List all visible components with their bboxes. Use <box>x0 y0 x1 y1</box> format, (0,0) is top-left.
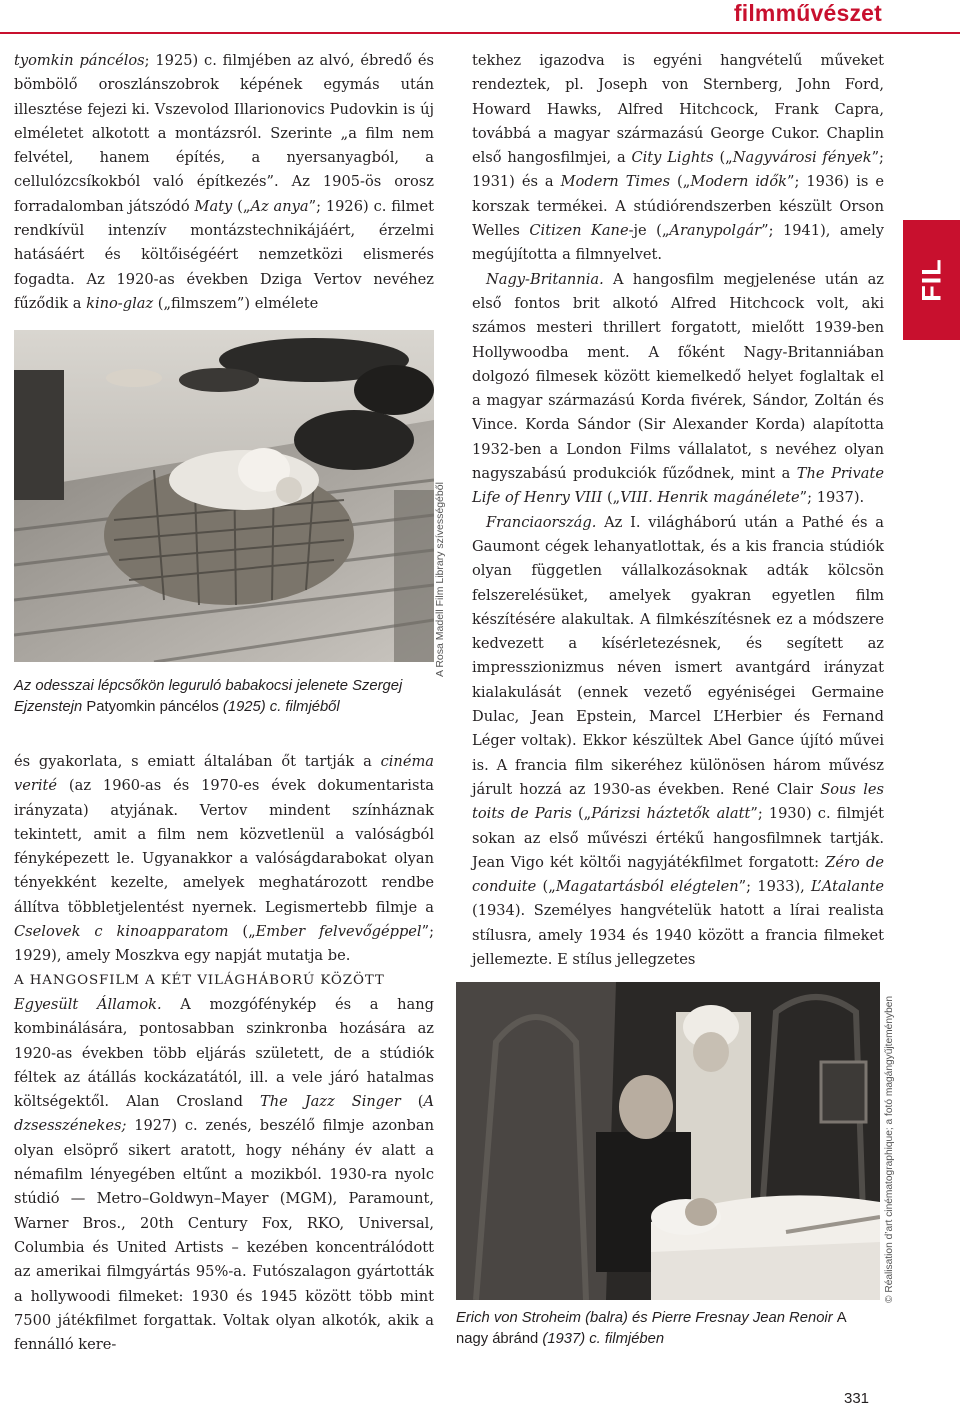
italic-run: Modern Times <box>560 173 671 191</box>
text-run: tekhez igazodva is egyéni hangvételű műveket rendeztek, pl. Joseph von Sternberg, John Ford, Howard Hawks, Alfred Hitchcock, Frank Capra, továbbá a magyar származású George Cukor. Chaplin első hangosfilmjei, a <box>472 52 884 167</box>
italic-run: Ember felvevőgéppel <box>255 923 422 941</box>
text-run: A nagy ábránd <box>456 1310 846 1347</box>
caption-odessa-text <box>14 676 434 718</box>
italic-run: A dzsesszénekes; <box>14 1093 434 1135</box>
side-tab-label: FIL <box>916 258 946 302</box>
italic-run: The Private Life of Henry VIII <box>472 465 884 507</box>
paragraph-uk <box>472 268 884 511</box>
paragraph-vertov <box>14 750 434 969</box>
text-run: ”; 1941), amely megújította a filmnyelvet. <box>472 222 884 264</box>
text-run: Patyomkin páncélos <box>86 699 219 715</box>
text-run: A hangosfilm megjelenése után az első fontos brit alkotó Alfred Hitchcock volt, aki számos mesteri thrillert forgatott, mielőtt 1939-ben Hollywoodba ment. A főként Nagy-Britanniában dolgozó filmesek között kiemelkedő helyet foglaltak el a magyar származású Korda fivérek, Sándor, Zoltán és Vince. Korda Sándor (Sir Alexander Korda) alapította 1932-ben a London Films vállalatot, s nevéhez olyan nagyszabású produkciók fűződnek, mint a <box>472 270 884 483</box>
italic-run: VIII. Henrik magánélete <box>620 489 800 507</box>
section-title: filmművészet <box>733 0 882 26</box>
italic-run: kino-glaz <box>86 294 154 312</box>
text-run: ”; 1930) c. filmjét sokan az első művészi értékű hangosfilmnek tartják. Jean Vigo két költői nagyjátékfilmet forgatott: <box>472 805 884 871</box>
italic-run: (1937) c. filmjében <box>538 1331 665 1347</box>
text-run: ”; 1926) c. filmet rendkívül intenzív montázstechnikájáért, érzelmi hatásáért és költőiségéért nemzetközi elismerés fogadta. Az 1920-as években Dziga Vertov nevéhez fűződik a <box>14 197 434 312</box>
text-run: (az 1960-as és 1970-es évek dokumentarista irányzata) atyjának. Vertov mindent színháznak tekintett, amit a film nem közvetlenül a valóságból fényképezett le. Ugyanakkor a valóságdarabokat olyan tényekként kezelte, amelyek meghatározott rendbe állítva többletjelentést nyernek. Legismertebb filmje a <box>14 777 434 916</box>
text-run: („filmszem”) elmélete <box>153 294 319 312</box>
caption-grande-illusion-text <box>456 1308 880 1350</box>
text-run: ; 1925) c. filmjében az alvó, ébredő és bömbölő oroszlánszobrok képének egymás után illesztése fejezi ki. Vszevolod Illarionovics Pudovkin is új elméletet alkotott a montázsról. Szerinte „a film nem felvétel, hanem építés, a nyersanyagból, a cellulózcsíkokból való építkezés”. Az 1905-ös orosz forradalomban játszódó <box>14 52 434 215</box>
italic-run: Sous les toits de Paris <box>472 780 884 823</box>
italic-run: cinéma verité <box>14 753 434 795</box>
italic-run: Magatartásból elégtelen <box>555 878 739 896</box>
italic-run: Az odesszai lépcsőkön leguruló babakocsi jelenete Szergej Ejzenstejn <box>14 678 403 715</box>
paragraph-us-end <box>472 49 884 268</box>
text-run: ”; 1931) és a <box>472 149 884 191</box>
italic-run: Nagyvárosi fények <box>732 149 872 167</box>
italic-run: Aranypolgár <box>669 222 762 240</box>
paragraph-france <box>472 511 884 973</box>
text-run: („ <box>232 197 251 215</box>
italic-run: Franciaország. <box>486 513 597 531</box>
page-number: 331 <box>844 1390 870 1407</box>
text-run: Az I. világháború után a Pathé és a Gaumont cégek lehanyatlottak, és a kis francia stúdiók olyan független vállalkozásoknak adták kölcsön felszerelésüket, amelyek gyakran egyetlen film készítésére alakultak. A filmkészítésnek ez a módszere kedvezett a kísérletezésnek, és segített az impresszionizmus néven ismert avantgárd irányzat kialakulását (ennek vezető egyéniségei Germaine Dulac, Jean Epstein, Marcel L’Herbier és Fernand Léger voltak). Ekkor készültek Abel Gance újító művei is. A francia film sikeréhez különösen három művész járult hozzá az 1930-as években. René Clair <box>472 513 884 798</box>
photo-credit-right: © Réalisation d’art cinématographique; a fotó magángyűjteményben <box>884 995 895 1303</box>
italic-run: Zéro de conduite <box>472 853 884 896</box>
text-run: A mozgófénykép és a hang kombinálására, pontosabban szinkronba hozására az 1920-as években több eljárás született, de a stúdiók féltek az átállás kockázatától, ill. a vele járó hatalmas költségektől. Alan Crosland <box>14 995 434 1111</box>
italic-run: tyomkin páncélos <box>14 52 145 69</box>
italic-run: Erich von Stroheim (balra) és Pierre Fresnay Jean Renoir <box>456 1310 837 1326</box>
italic-run: City Lights <box>631 149 714 167</box>
text-run: ( <box>400 1093 424 1111</box>
text-run: -je („ <box>628 222 670 240</box>
side-tab <box>903 220 960 340</box>
italic-run: (1925) c. filmjéből <box>218 699 340 715</box>
photo-odessa-steps <box>14 330 434 662</box>
text-run: 1927) c. zenés, beszélő filmje azonban olyan elsöprő sikert aratott, hogy néhány év alatt a némafilm lényegében eltűnt a mozikból. 1930-ra nyolc stúdió — Metro–Goldwyn–Mayer (MGM), Paramount, Warner Bros., 20th Century Fox, RKO, Universal, Columbia és United Artists – kezében koncentrálódott az amerikai filmgyártás 95%-a. Futószalagon gyártották a hollywoodi filmeket: 1930 és 1945 között több mint 7500 játékfilmet forgattak. Voltak olyan alkotók, akik a fennálló kere- <box>14 1117 434 1354</box>
photo-grande-illusion <box>456 982 880 1300</box>
text-run: („ <box>571 805 592 823</box>
italic-run: Modern idők <box>690 173 788 191</box>
left-column-bottom <box>14 750 434 1357</box>
italic-run: Nagy-Britannia. <box>486 270 604 288</box>
text-run: („ <box>602 489 621 507</box>
italic-run: L’Atalante <box>811 878 884 896</box>
text-run: ”; 1933), <box>738 878 812 896</box>
text-run: (1934). Személyes hangvételük hatott a lírai realista stílusra, amely 1934 és 1940 között a francia filmeket jellemezte. E stílus jellegzetes <box>472 902 884 968</box>
caption-grande-illusion <box>456 1308 880 1350</box>
text-run: („ <box>670 173 691 191</box>
caption-odessa <box>14 676 434 718</box>
text-run: ”; 1929), amely Moszkva egy napját mutatja be. <box>14 923 434 965</box>
section-heading: A HANGOSFILM A KÉT VILÁGHÁBORÚ KÖZÖTT <box>14 972 385 988</box>
italic-run: The Jazz Singer <box>259 1093 401 1111</box>
italic-run: Cselovek c kinoapparatom <box>14 923 229 941</box>
italic-run: Párizsi háztetők alatt <box>591 805 751 823</box>
paragraph-usa <box>14 993 434 1357</box>
text-run: ”; 1936) is e korszak termékei. A stúdiórendszerben készült Orson Welles <box>472 173 884 240</box>
text-run: („ <box>713 149 733 167</box>
paragraph-montage <box>14 49 434 316</box>
left-column-top <box>14 49 434 316</box>
text-run: („ <box>536 878 556 896</box>
italic-run: Az anya <box>250 197 309 215</box>
text-run: ”; 1937). <box>799 489 865 507</box>
italic-run: Maty <box>194 197 233 215</box>
italic-run: Citizen Kane <box>529 222 629 240</box>
italic-run: Egyesült Államok. <box>14 995 162 1013</box>
right-column <box>472 49 884 972</box>
text-run: és gyakorlata, s emiatt általában őt tartják a <box>14 753 381 770</box>
text-run: („ <box>228 923 256 941</box>
header-rule <box>0 32 960 34</box>
photo-credit-left: A Rosa Madell Film Library szívességéből <box>434 482 446 677</box>
